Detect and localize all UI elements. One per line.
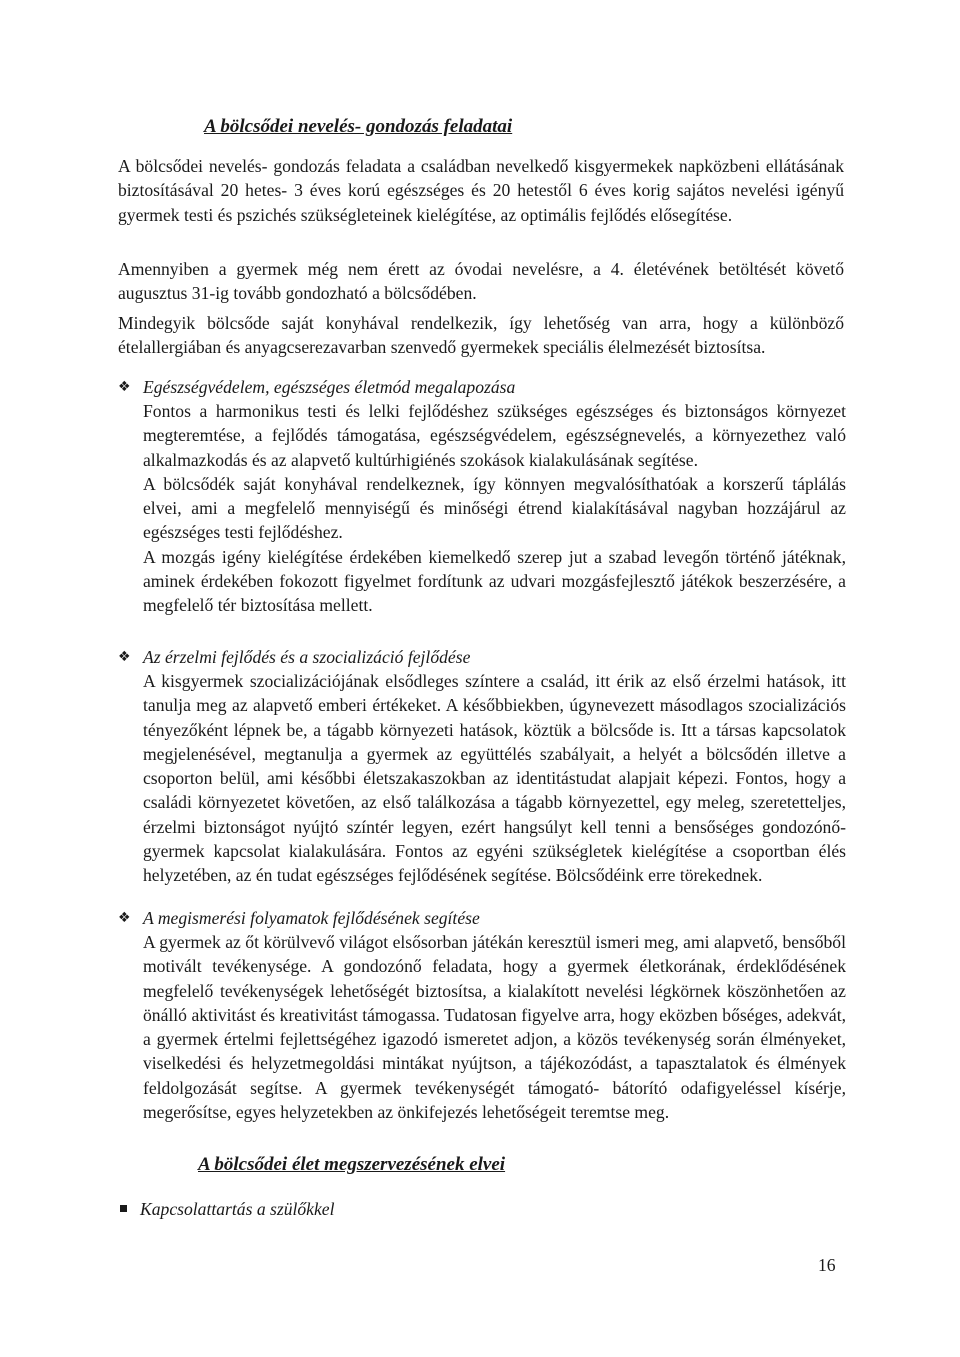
section-header <box>118 906 846 930</box>
square-bullet-icon <box>120 1205 127 1212</box>
section-body <box>143 399 846 618</box>
diamond-bullet-icon: ❖ <box>118 379 131 395</box>
page-title: A bölcsődei nevelés- gondozás feladatai <box>204 116 513 137</box>
section-body <box>143 669 846 888</box>
section-health <box>118 375 846 618</box>
section-cognitive-development <box>118 906 846 1124</box>
page-number: 16 <box>818 1255 836 1275</box>
section-heading: A megismerési folyamatok fejlődésének segítése <box>143 908 480 928</box>
section-paragraph: A kisgyermek szocializációjának elsődleges színtere a család, itt érik az első érzelmi hatások, itt tanulja meg az alapvető emberi értékeket. A későbbiekben, úgynevezett másodlagos szocializációs tényezőként lépnek be, a tágabb környezeti hatások, köztük a bölcsőde is. Itt a társas kapcsolatok megjelenésével, megtanulja a gyermek az együttélés szabályait, a helyét a bölcsődén illetve a csoporton belül, ami későbbi életszakaszokban az identitástudat alapjait képezi. Fontos, hogy a családi környezetet követően, az első találkozása a tágabb környezettel, egy meleg, szeretetteljes, érzelmi biztonságot nyújtó színtér legyen, ezért hangsúlyt kell tenni a bensőséges gondozónő- gyermek kapcsolat kialakulására. Fontos az egyéni szükségletek kielégítése a csoportban élés helyzetében, az én tudat egészséges fejlődésének segítése. Bölcsődéink erre törekednek. <box>143 671 846 886</box>
section-heading: Az érzelmi fejlődés és a szocializáció fejlődése <box>143 647 471 667</box>
section-paragraph: Fontos a harmonikus testi és lelki fejlődéshez szükséges egészséges és biztonságos környezet megteremtése, a fejlődés támogatása, egészségvédelem, egészségnevelés, a környezethez való alkalmazkodás és az alapvető kultúrhigiénés szokások kialakulásának segítése. <box>143 401 846 470</box>
section-header <box>118 645 846 669</box>
diamond-bullet-icon: ❖ <box>118 910 131 926</box>
intro-paragraph-2: Amennyiben a gyermek még nem érett az óvodai nevelésre, a 4. életévének betöltését követő augusztus 31-ig tovább gondozható a bölcsődében. <box>118 259 844 304</box>
section-header <box>118 375 846 399</box>
list-item-label: Kapcsolattartás a szülőkkel <box>140 1199 335 1219</box>
section-paragraph: A gyermek az őt körülvevő világot elsősorban játékán keresztül ismeri meg, ami alapvető, bensőből motivált tevékenysége. A gondozónő feladata, hogy a gyermek életkorának, érdeklődésének megfelelő tevékenységek lehetőségét biztosítsa, a kialakított nevelési légkörnek köszönhetően az önálló aktivitást és kreativitást támogassa. Tudatosan figyelve arra, hogy eközben bőséges, adekvát, a gyermek értelmi fejlettségéhez igazodó ismeretet adjon, a közös tevékenység során élményeket, viselkedési és helyzetmegoldási mintákat nyújtson, a tájékozódást, a tapasztalatok és élmények feldolgozását segítse. A gyermek tevékenységét támogató- bátorító odafigyeléssel kísérje, megerősítse, egyes helyzetekben az önkifejezés lehetőségeit teremtse meg. <box>143 932 846 1123</box>
section-paragraph: A mozgás igény kielégítése érdekében kiemelkedő szerep jut a szabad levegőn történő játéknak, aminek érdekében fokozott figyelmet fordítunk az udvari mozgásfejlesztő játékok beszerzésére, a megfelelő tér biztosítása mellett. <box>143 546 846 616</box>
intro-paragraph-1: A bölcsődei nevelés- gondozás feladata a családban nevelkedő kisgyermekek napközbeni ellátásának biztosításával 20 hetes- 3 éves korú egészséges és 20 hetestől 6 éves korig sajátos nevelési igényű gyermek testi és pszichés szükségleteinek kielégítése, az optimális fejlődés elősegítése. <box>118 156 844 225</box>
diamond-bullet-icon: ❖ <box>118 649 131 665</box>
subtitle: A bölcsődei élet megszervezésének elvei <box>198 1154 506 1175</box>
section-heading: Egészségvédelem, egészséges életmód megalapozása <box>143 377 516 397</box>
section-emotional-development <box>118 645 846 888</box>
intro-paragraph-3: Mindegyik bölcsőde saját konyhával rendelkezik, így lehetőség van arra, hogy a különböző ételallergiában és anyagcserezavarban szenvedő gyermekek speciális élelmezését biztosítsa. <box>118 313 844 358</box>
section-body <box>143 930 846 1124</box>
section-paragraph: A bölcsődék saját konyhával rendelkeznek, így könnyen megvalósíthatóak a korszerű táplálás elvei, ami a megfelelő mennyiségű és minőségi étrend kialakításával nagyban hozzájárul az egészséges testi fejlődéshez. <box>143 473 846 543</box>
